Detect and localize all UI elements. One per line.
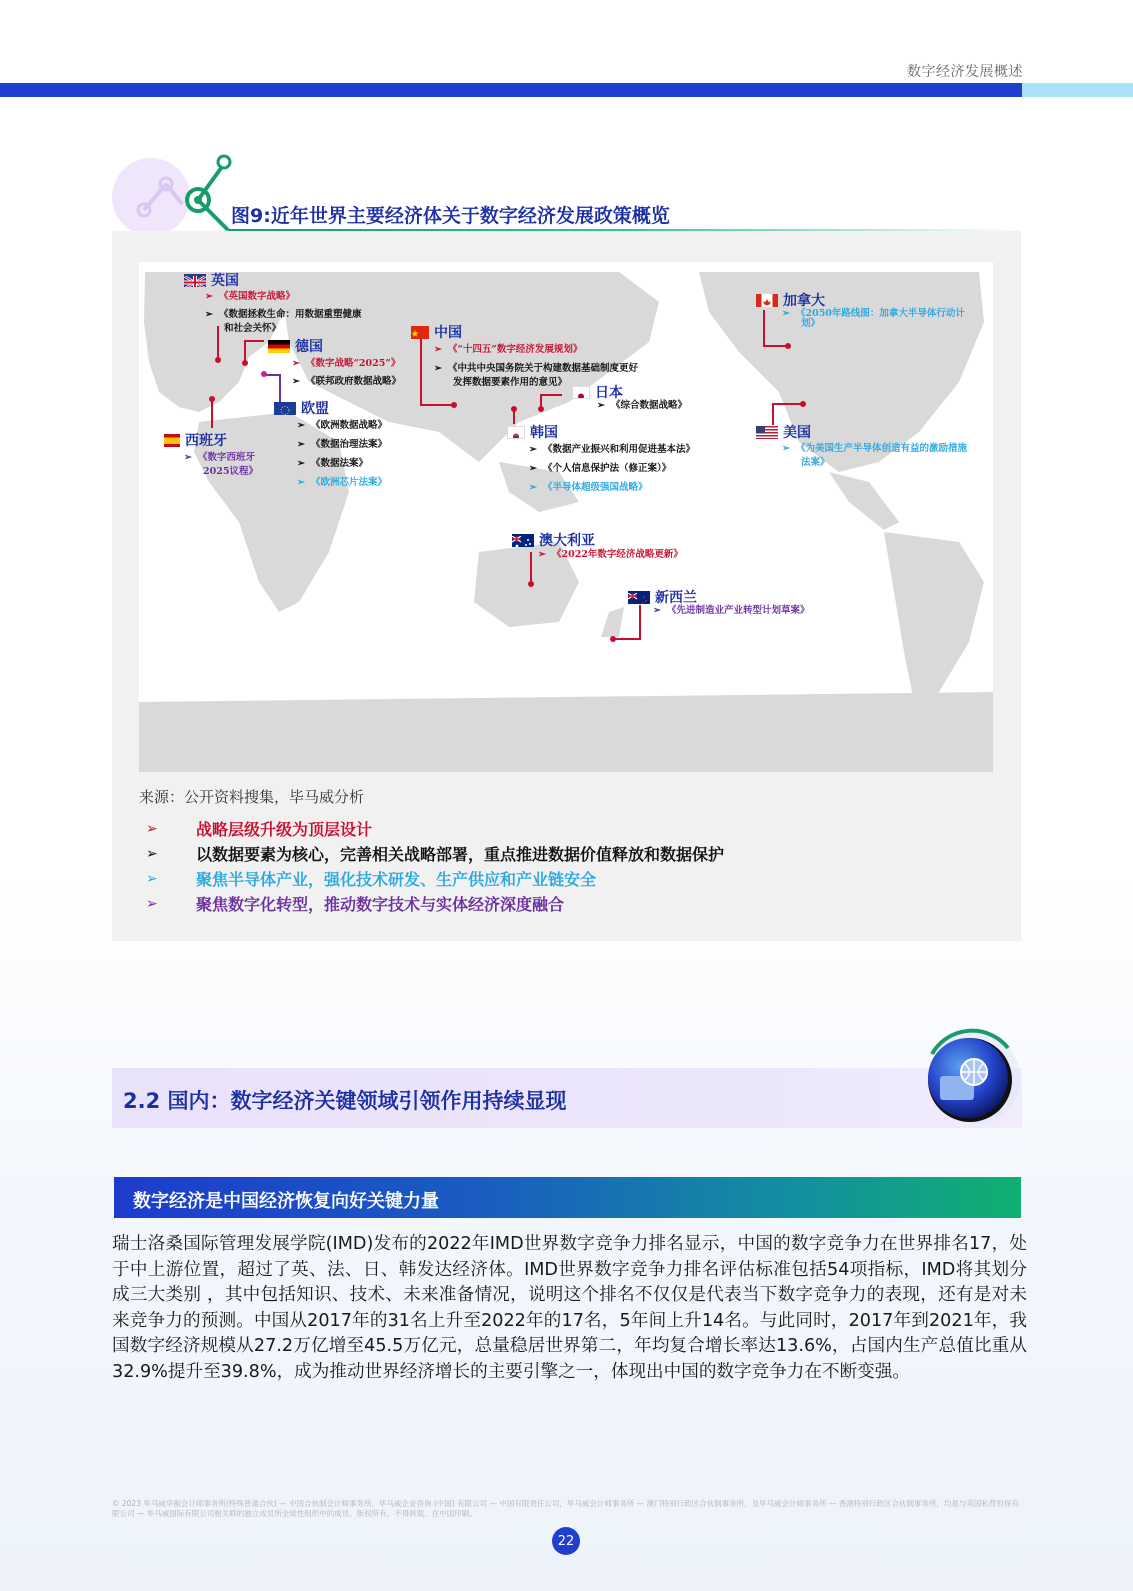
canada-pin-line	[763, 310, 765, 346]
germany-pin-dot	[242, 360, 248, 366]
spain-name: 西班牙	[185, 433, 227, 449]
newzealand-name: 新西兰	[655, 590, 697, 606]
figure-title: 图9:近年世界主要经济体关于数字经济发展政策概览	[231, 205, 670, 227]
legend-text: 聚焦半导体产业，强化技术研发、生产供应和产业链安全	[196, 870, 597, 889]
china-pin-dot	[451, 402, 457, 408]
germany-flag-icon	[268, 340, 290, 353]
eu-flag-icon	[274, 402, 296, 415]
country-australia	[512, 530, 595, 550]
canada-name: 加拿大	[783, 293, 825, 309]
country-spain	[164, 430, 227, 450]
korea-name: 韩国	[530, 425, 558, 441]
china-flag-icon	[411, 326, 429, 339]
germany-policy-1: ➢ 《数字战略“2025”》	[292, 358, 401, 369]
spain-flag-icon	[164, 434, 180, 447]
korea-flag-icon	[507, 426, 525, 439]
usa-flag-icon	[756, 426, 778, 439]
legend-text: 聚焦数字化转型，推动数字技术与实体经济深度融合	[196, 895, 565, 914]
japan-pin-dot	[538, 406, 544, 412]
japan-policy-1: ➢ 《综合数据战略》	[597, 400, 687, 411]
china-policy-2: ➢ 《中共中央国务院关于构建数据基础制度更好	[434, 363, 638, 374]
spain-policy-1-cont: 2025议程》	[203, 466, 258, 477]
legend-item	[146, 866, 724, 891]
body-paragraph: 瑞士洛桑国际管理发展学院(IMD)发布的2022年IMD世界数字竞争力排名显示，中国的数字竞争力在世界排名17，处于中上游位置，超过了英、法、日、韩发达经济体。IMD世界数字竞争力排名评估标准包括54项指标，IMD将其划分成三大类别 ，其中包括知识、技术、未来准备情况，说明这个排名不仅仅是代表当下数字竞争力的表现，还有是对未来竞争力的预测。中国从2017年的31名上升至2022年的17名，5年间上升14名。与此同时，2017年到2021年，我国数字经济规模从27.2万亿增至45.5万亿元，总量稳居世界第二，年均复合增长率达13.6%，占国内生产总值比重从32.9%提升至39.8%，成为推动世界经济增长的主要引擎之一，体现出中国的数字竞争力在不断变强。	[112, 1234, 1027, 1382]
eu-policy-1: ➢ 《欧洲数据战略》	[297, 420, 387, 431]
germany-pin-line	[244, 340, 264, 342]
uk-policy-2: ➢ 《数据拯救生命：用数据重塑健康	[205, 309, 362, 320]
legend-arrow-icon: ➢	[146, 870, 158, 887]
country-eu	[274, 398, 329, 418]
header-bar	[0, 83, 1022, 97]
uk-pin-line	[217, 326, 219, 360]
australia-pin-dot	[528, 581, 534, 587]
spain-pin-line	[211, 398, 213, 428]
usa-policy-1-cont: 法案》	[801, 457, 830, 468]
legend-item	[146, 841, 724, 866]
canada-pin-line-h	[763, 345, 787, 347]
eu-name: 欧盟	[301, 401, 329, 417]
uk-policy-1: ➢ 《英国数字战略》	[205, 291, 295, 302]
germany-policy-2: ➢ 《联邦政府数据战略》	[292, 376, 401, 387]
canada-policy-1: ➢ 《2050年路线图：加拿大半导体行动计	[782, 308, 965, 319]
eu-policy-4: ➢ 《欧洲芯片法案》	[297, 477, 387, 488]
canada-pin-dot	[785, 343, 791, 349]
china-pin-line-h	[420, 404, 454, 406]
newzealand-pin-dot	[610, 636, 616, 642]
newzealand-policy-1: ➢ 《先进制造业产业转型计划草案》	[653, 605, 810, 616]
figure-source: 来源：公开资料搜集，毕马威分析	[139, 788, 365, 806]
legend-item	[146, 816, 724, 841]
australia-pin-line	[530, 552, 532, 584]
legend-text: 以数据要素为核心，完善相关战略部署，重点推进数据价值释放和数据保护	[196, 845, 725, 864]
china-name: 中国	[434, 325, 462, 341]
network-icon	[130, 152, 240, 242]
japan-pin-line	[540, 394, 562, 396]
newzealand-pin-line-h	[613, 638, 641, 640]
china-policy-1: ➢ 《“十四五”数字经济发展规划》	[434, 344, 583, 355]
figure-legend	[146, 816, 724, 916]
spain-pin-dot	[209, 396, 215, 402]
country-korea	[507, 422, 558, 442]
section-title: 2.2 国内：数字经济关键领域引领作用持续显现	[123, 1089, 567, 1113]
uk-flag-icon	[184, 274, 206, 287]
japan-flag-icon	[572, 386, 590, 399]
country-uk	[184, 270, 239, 290]
korea-pin-dot	[511, 406, 517, 412]
japan-name: 日本	[595, 385, 623, 401]
usa-pin-line	[772, 403, 802, 405]
legend-arrow-icon: ➢	[146, 895, 158, 912]
subheading: 数字经济是中国经济恢复向好关键力量	[133, 1191, 439, 1212]
globe-icon	[918, 1024, 1028, 1134]
legend-text: 战略层级升级为顶层设计	[196, 820, 373, 839]
korea-policy-1: ➢ 《数据产业振兴和利用促进基本法》	[529, 444, 695, 455]
country-germany	[268, 336, 323, 356]
canada-policy-1-cont: 划》	[801, 318, 821, 329]
newzealand-flag-icon	[628, 591, 650, 604]
eu-policy-3: ➢ 《数据法案》	[297, 458, 368, 469]
spain-policy-1: ➢ 《数字西班牙	[184, 452, 255, 463]
uk-pin-dot	[215, 357, 221, 363]
newzealand-pin-line	[639, 605, 641, 639]
australia-policy-1: ➢ 《2022年数字经济战略更新》	[538, 549, 683, 560]
header-bar-accent	[1022, 83, 1133, 97]
australia-flag-icon	[512, 534, 534, 547]
legend-arrow-icon: ➢	[146, 845, 158, 862]
usa-pin-dot	[800, 401, 806, 407]
germany-name: 德国	[295, 339, 323, 355]
running-header: 数字经济发展概述	[907, 64, 1023, 80]
country-usa	[756, 422, 811, 442]
uk-name: 英国	[211, 273, 239, 289]
usa-name: 美国	[783, 425, 811, 441]
china-pin-line	[420, 338, 422, 405]
canada-flag-icon	[756, 294, 778, 307]
eu-policy-2: ➢ 《数据治理法案》	[297, 439, 387, 450]
korea-policy-3: ➢ 《半导体超级强国战略》	[529, 482, 648, 493]
korea-policy-2: ➢ 《个人信息保护法（修正案）》	[529, 463, 672, 474]
uk-policy-2-cont: 和社会关怀》	[224, 323, 282, 334]
usa-policy-1: ➢ 《为美国生产半导体创造有益的激励措施	[782, 443, 967, 454]
country-china	[411, 322, 462, 342]
page-number: 22	[552, 1527, 580, 1555]
footer-legal: © 2023 毕马威华振会计师事务所(特殊普通合伙) — 中国合伙制会计师事务所，毕马威企业咨询 (中国) 有限公司 — 中国有限责任公司，毕马威会计师事务所 — 澳门特别行政区合伙制事务所，及毕马威会计师事务所 — 香港特别行政区合伙制事务所，均是与英国私营担保有限公司 — 毕马威国际有限公司相关联的独立成员所全球性组织中的成员。版权所有，不得转载。在中国印刷。	[112, 1499, 1019, 1518]
legend-arrow-icon: ➢	[146, 820, 158, 837]
china-policy-2-cont: 发挥数据要素作用的意见》	[453, 377, 568, 388]
legend-item	[146, 891, 724, 916]
eu-pin-dot	[261, 371, 267, 377]
germany-pin-line-v	[244, 340, 246, 362]
australia-name: 澳大利亚	[539, 533, 595, 549]
